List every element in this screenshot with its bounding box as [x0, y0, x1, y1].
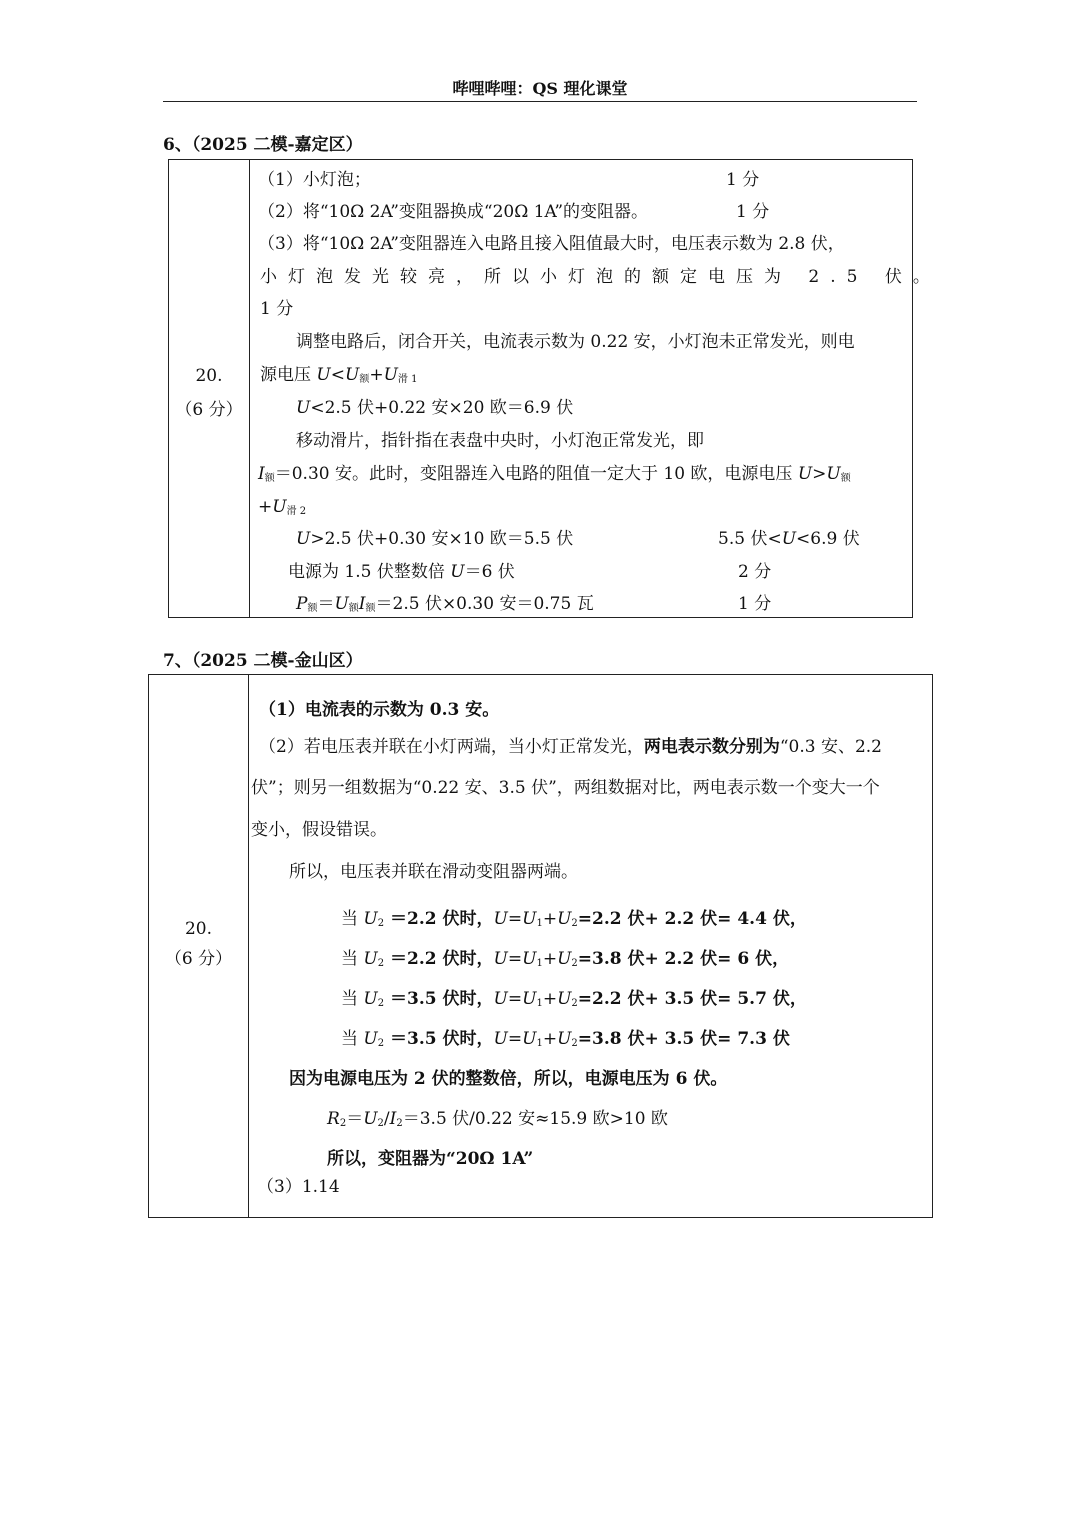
q7-calc-row-2: 当 $U_2 =2.2$ 伏时，$U=U_1+U_2=3.8$ 伏+ 2.2 伏= 6 伏， — [341, 949, 790, 969]
q7-line-2: （2）若电压表并联在小灯两端，当小灯正常发光，两电表示数分别为“0.3 安、2.2 — [259, 737, 882, 757]
q6-line-10: $I_额=0.30$ 安。此时，变阻器连入电路的阻值一定大于 10 欧，电源电压 $U>U_额$ — [258, 464, 851, 484]
q6-answer-table — [168, 159, 941, 618]
q7-calc-row-4: 当 $U_2 =3.5$ 伏时，$U=U_1+U_2=3.8$ 伏+ 3.5 伏= 7.3 伏 — [341, 1029, 790, 1049]
q7-line-12: 所以，变阻器为“20Ω 1A” — [327, 1149, 534, 1169]
q6-line-14: $P_额=U_额I_额=2.5$ 伏×0.30 安＝0.75 瓦 — [296, 594, 594, 614]
q7-number: 20. — [184, 919, 213, 939]
q6-line-4: 小灯泡发光较亮，所以小灯泡的额定电压为 2.5 伏。 — [260, 267, 941, 287]
page-header: 哔哩哔哩：QS 理化课堂 — [452, 79, 628, 98]
q6-line-8: U<2.5 伏+0.22 安×20 欧＝6.9 伏 — [296, 398, 574, 418]
q7-line-5: 所以，电压表并联在滑动变阻器两端。 — [289, 862, 578, 882]
q7-number-cell — [149, 675, 249, 1217]
q6-line-12-range: 5.5 伏<U<6.9 伏 — [718, 529, 860, 549]
q6-line-13-score: 2 分 — [738, 562, 772, 582]
q6-answer-cell — [250, 160, 941, 617]
q7-calc-row-3: 当 $U_2 =3.5$ 伏时，$U=U_1+U_2=2.2$ 伏+ 3.5 伏= 5.7 伏， — [341, 989, 807, 1009]
q6-line-1-score: 1 分 — [726, 170, 760, 190]
q6-line-11: $+U_{滑 2}$ — [258, 497, 307, 517]
q7-line-1: （1）电流表的示数为 0.3 安。 — [259, 700, 500, 720]
q7-line-13: （3）1.14 — [257, 1177, 340, 1197]
q6-line-9: 移动滑片，指针指在表盘中央时，小灯泡正常发光，即 — [296, 431, 704, 451]
q6-line-2: （2）将“10Ω 2A”变阻器换成“20Ω 1A”的变阻器。 — [258, 202, 649, 222]
q6-line-12: U>2.5 伏+0.30 安×10 欧＝5.5 伏 — [296, 529, 574, 549]
header-divider — [163, 101, 917, 102]
q7-line-4: 变小，假设错误。 — [251, 820, 387, 840]
q7-score: （6 分） — [164, 949, 233, 969]
q7-line-11: $R_2=U_2/I_2=3.5$ 伏/0.22 安≈15.9 欧>10 欧 — [327, 1109, 668, 1129]
q7-answer-cell — [249, 675, 932, 1217]
q6-line-6: 调整电路后，闭合开关，电流表示数为 0.22 安，小灯泡未正常发光，则电 — [296, 332, 855, 352]
q6-line-5: 1 分 — [260, 299, 294, 319]
q7-answer-table — [148, 674, 933, 1218]
q7-title: 7、（2025 二模-金山区） — [163, 651, 363, 671]
q7-calc-row-1: 当 $U_2 =2.2$ 伏时，$U=U_1+U_2=2.2$ 伏+ 2.2 伏= 4.4 伏， — [341, 909, 807, 929]
q6-line-14-score: 1 分 — [738, 594, 772, 614]
q6-number: 20. — [195, 366, 223, 386]
q6-score: （6 分） — [175, 400, 243, 420]
q6-line-3: （3）将“10Ω 2A”变阻器连入电路且接入阻值最大时，电压表示数为 2.8 伏， — [258, 234, 845, 254]
q6-line-2-score: 1 分 — [736, 202, 770, 222]
q6-line-1: （1）小灯泡； — [258, 170, 371, 190]
q6-line-7: 源电压 $U<U_额+U_{滑 1}$ — [260, 365, 418, 385]
q7-line-3: 伏”；则另一组数据为“0.22 安、3.5 伏”，两组数据对比，两电表示数一个变大一个 — [251, 778, 880, 798]
q6-line-13: 电源为 1.5 伏整数倍 U＝6 伏 — [288, 562, 515, 582]
q6-number-cell — [169, 160, 250, 617]
q6-title: 6、（2025 二模-嘉定区） — [163, 135, 363, 155]
q7-line-10: 因为电源电压为 2 伏的整数倍，所以，电源电压为 6 伏。 — [289, 1069, 728, 1089]
